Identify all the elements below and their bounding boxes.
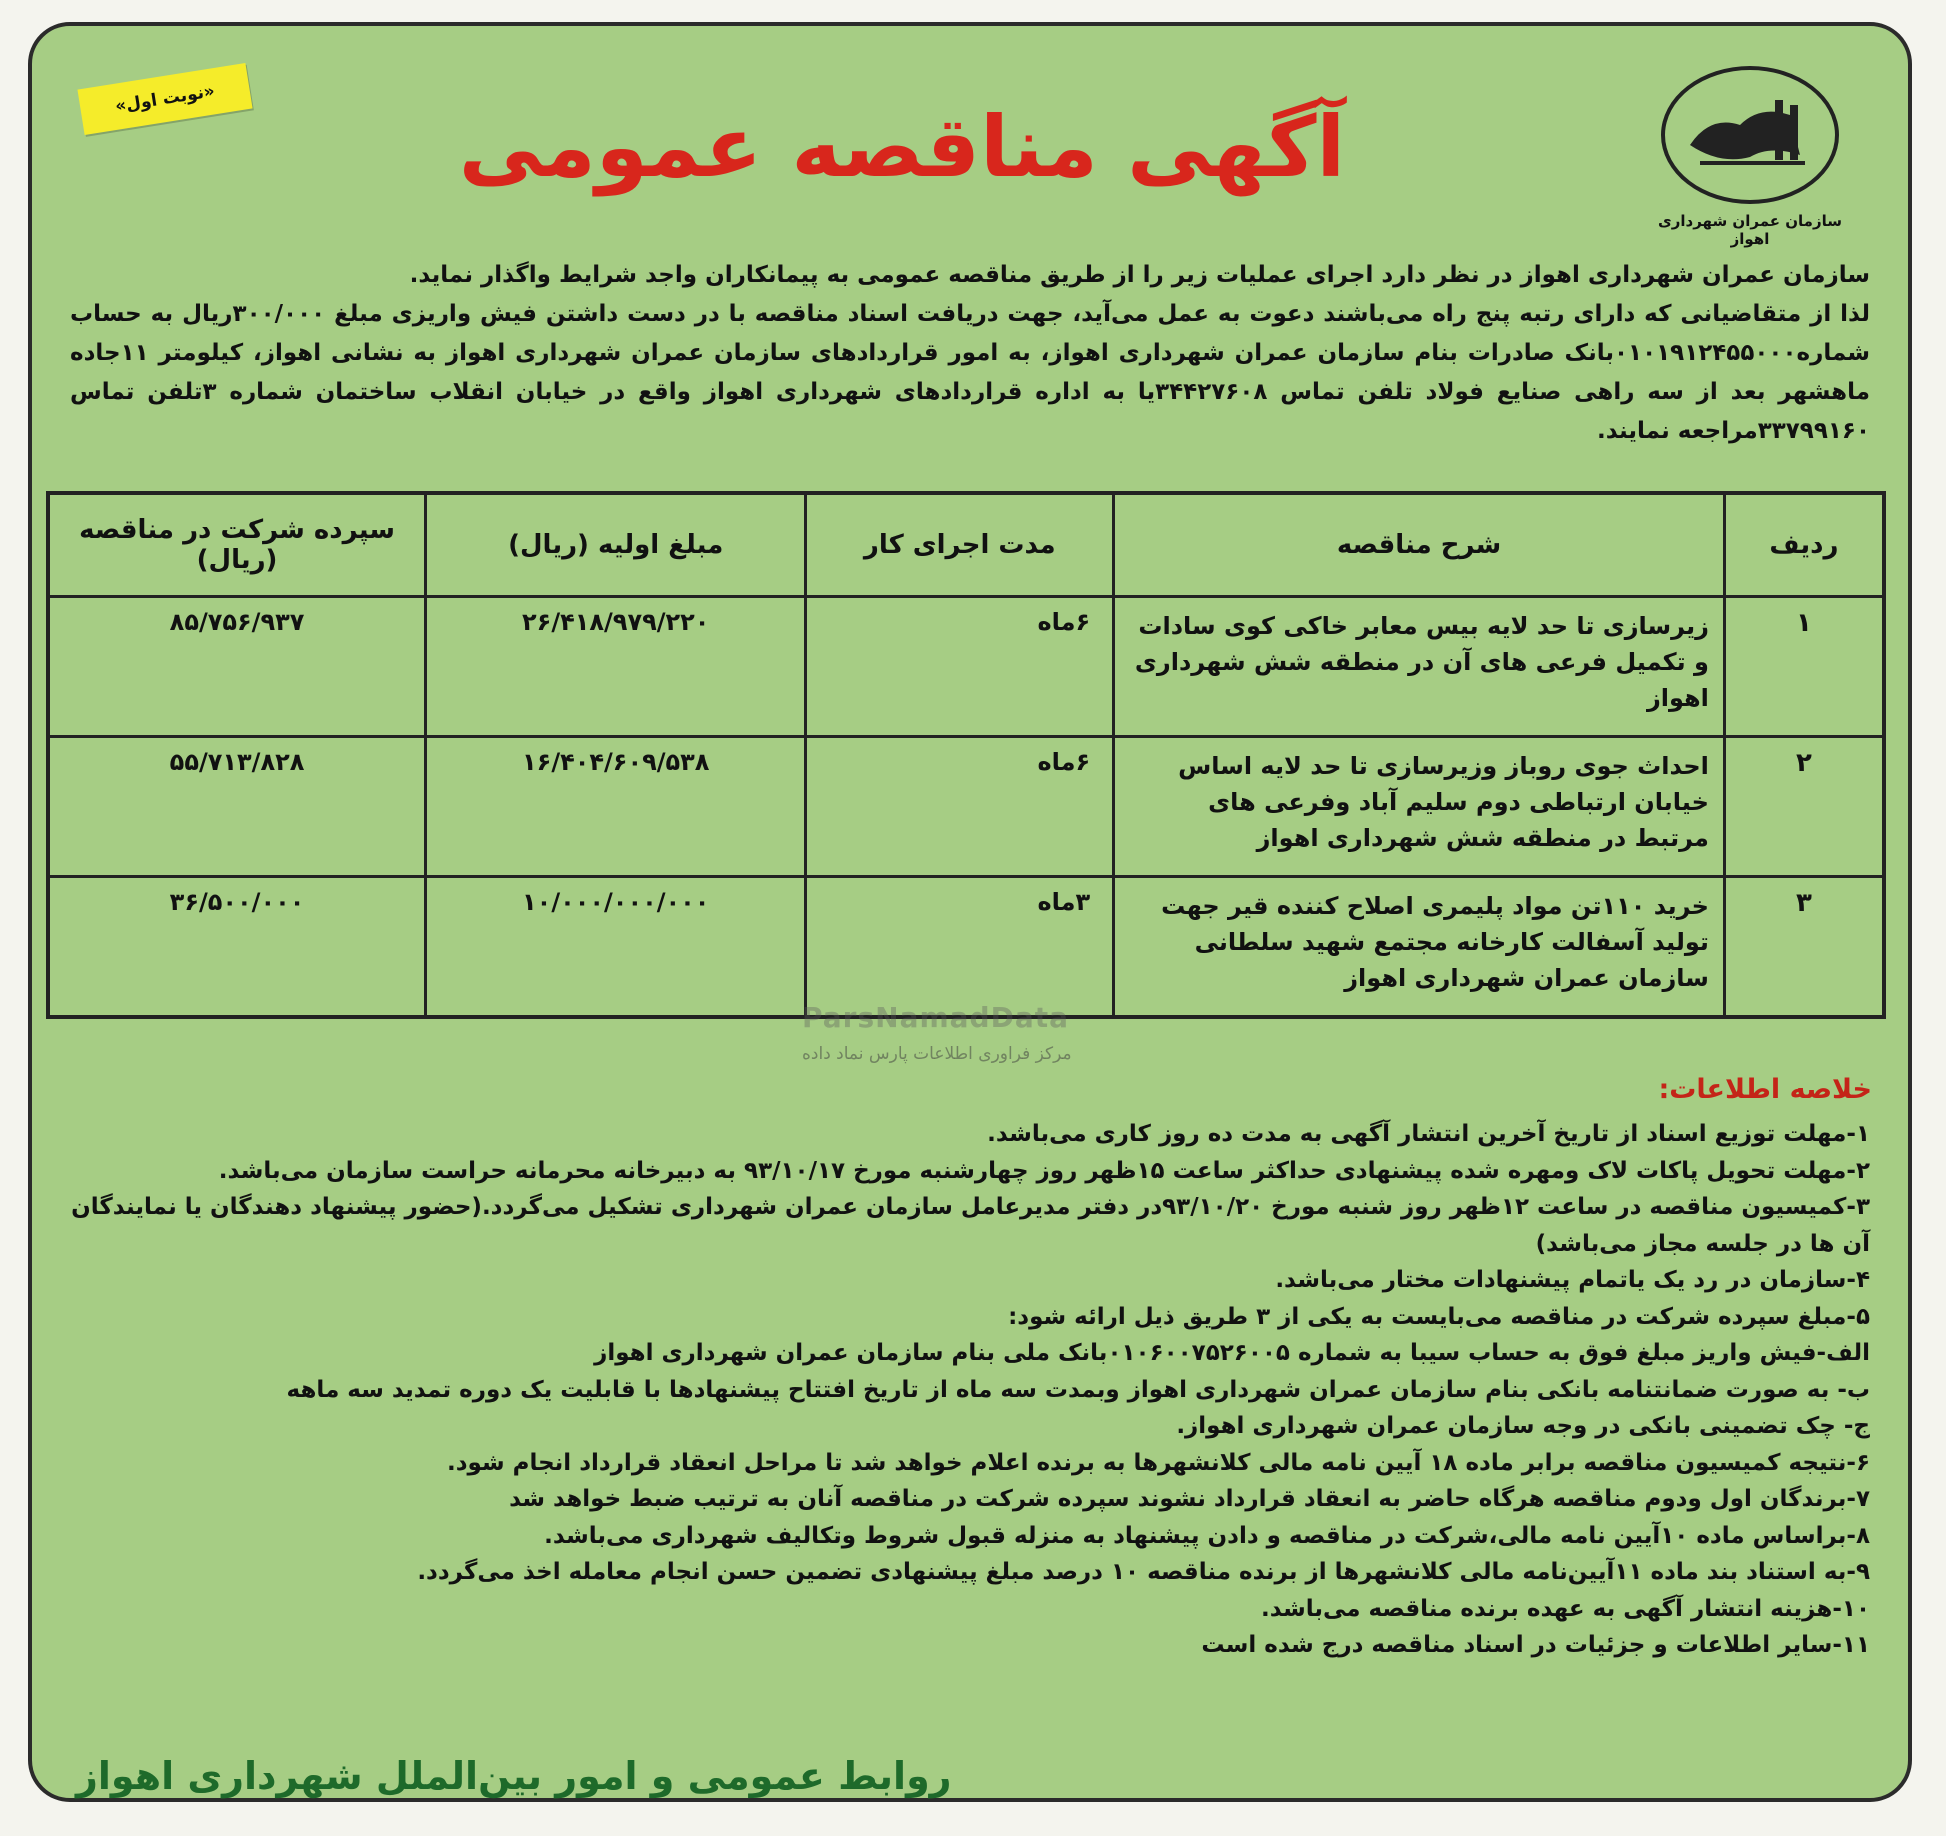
row-index: ۲	[1724, 737, 1884, 877]
summary-item: ۱۱-سایر اطلاعات و جزئیات در اسناد مناقصه درج شده است	[1201, 1632, 1870, 1658]
summary-item: ج- چک تضمینی بانکی در وجه سازمان عمران شهرداری اهواز.	[1176, 1413, 1870, 1439]
summary-item: ۱-مهلت توزیع اسناد از تاریخ آخرین انتشار آگهی به مدت ده روز کاری می‌باشد.	[987, 1121, 1870, 1147]
footer-signature: روابط عمومی و امور بین‌الملل شهرداری اهواز	[76, 1754, 952, 1798]
summary-item: ۶-نتیجه کمیسیون مناقصه برابر ماده ۱۸ آیین نامه مالی کلانشهرها به برنده اعلام خواهد شد تا مراحل انعقاد قرارداد انجام شود.	[447, 1449, 1870, 1476]
row-description: زیرسازی تا حد لایه بیس معابر خاکی کوی سادات و تکمیل فرعی های آن در منطقه شش شهرداری اهواز	[1114, 597, 1725, 737]
logo-emblem-icon	[1661, 66, 1839, 204]
table-header-row	[48, 493, 1884, 597]
row-description: خرید ۱۱۰تن مواد پلیمری اصلاح کننده قیر جهت تولید آسفالت کارخانه مجتمع شهید سلطانی سازمان عمران شهرداری اهواز	[1114, 877, 1725, 1017]
row-index: ۱	[1724, 597, 1884, 737]
organization-logo	[1650, 66, 1850, 248]
summary-item: ب- به صورت ضمانتنامه بانکی بنام سازمان عمران شهرداری اهواز وبمدت سه ماه از تاریخ افتتاح پیشنهادها با قابلیت یک دوره تمدید سه ماهه	[286, 1376, 1870, 1403]
row-initial-amount: ۱۶/۴۰۴/۶۰۹/۵۳۸	[426, 737, 806, 877]
row-initial-amount: ۱۰/۰۰۰/۰۰۰/۰۰۰	[426, 877, 806, 1017]
row-duration: ۶ماه	[806, 597, 1114, 737]
summary-item: ۸-براساس ماده ۱۰آیین نامه مالی،شرکت در مناقصه و دادن پیشنهاد به منزله قبول شروط وتکالیف شهرداری می‌باشد.	[544, 1522, 1870, 1549]
summary-item: ۹-به استناد بند ماده ۱۱آیین‌نامه مالی کلانشهرها از برنده مناقصه ۱۰ درصد مبلغ پیشنهادی تضمین حسن انجام معامله اخذ می‌گردد.	[417, 1559, 1870, 1585]
row-duration: ۶ماه	[806, 737, 1114, 877]
summary-item: ۳-کمیسیون مناقصه در ساعت ۱۲ظهر روز شنبه مورخ ۹۳/۱۰/۲۰در دفتر مدیرعامل سازمان عمران شهرداری تشکیل می‌گردد.(حضور پیشنهاد دهندگان یا نمایندگان آن ها در جلسه مجاز می‌باشد)	[71, 1194, 1870, 1257]
intro-text	[70, 256, 1870, 451]
header-description: شرح مناقصه	[1114, 493, 1725, 597]
table-row	[48, 737, 1884, 877]
watermark-brand: ParsNamadData	[802, 1001, 1069, 1034]
header-duration: مدت اجرای کار	[806, 493, 1114, 597]
summary-item: الف-فیش واریز مبلغ فوق به حساب سیبا به شماره ۰۱۰۶۰۰۷۵۲۶۰۰۵بانک ملی بنام سازمان عمران شهرداری اهواز	[594, 1340, 1870, 1366]
table-row	[48, 597, 1884, 737]
row-description: احداث جوی روباز وزیرسازی تا حد لایه اساس خیابان ارتباطی دوم سلیم آباد وفرعی های مرتبط در منطقه شش شهرداری اهواز	[1114, 737, 1725, 877]
summary-item: ۷-برندگان اول ودوم مناقصه هرگاه حاضر به انعقاد قرارداد نشوند سپرده شرکت در مناقصه آنان به ترتیب ضبط خواهد شد	[509, 1486, 1870, 1512]
row-index: ۳	[1724, 877, 1884, 1017]
row-deposit: ۸۵/۷۵۶/۹۳۷	[48, 597, 426, 737]
summary-item: ۱۰-هزینه انتشار آگهی به عهده برنده مناقصه می‌باشد.	[1261, 1595, 1870, 1622]
row-initial-amount: ۲۶/۴۱۸/۹۷۹/۲۲۰	[426, 597, 806, 737]
summary-item: ۲-مهلت تحویل پاکات لاک ومهره شده پیشنهادی حداکثر ساعت ۱۵ظهر روز چهارشنبه مورخ ۹۳/۱۰/۱۷ به دبیرخانه محرمانه حراست سازمان می‌باشد.	[218, 1157, 1870, 1184]
row-deposit: ۳۶/۵۰۰/۰۰۰	[48, 877, 426, 1017]
tender-notice	[28, 22, 1912, 1802]
intro-paragraph: سازمان عمران شهرداری اهواز در نظر دارد اجرای عملیات زیر را از طریق مناقصه عمومی به پیمانکاران واجد شرایط واگذار نماید.	[409, 262, 1870, 288]
table-row	[48, 877, 1884, 1017]
header-index: ردیف	[1724, 493, 1884, 597]
summary-list	[60, 1116, 1870, 1664]
header-deposit: سپرده شرکت در مناقصه (ریال)	[48, 493, 426, 597]
notice-title: آگهی مناقصه عمومی	[458, 98, 1346, 196]
summary-item: ۵-مبلغ سپرده شرکت در مناقصه می‌بایست به یکی از ۳ طریق ذیل ارائه شود:	[1008, 1303, 1870, 1330]
header-initial-amount: مبلغ اولیه (ریال)	[426, 493, 806, 597]
summary-heading: خلاصه اطلاعات:	[1658, 1074, 1872, 1105]
row-deposit: ۵۵/۷۱۳/۸۲۸	[48, 737, 426, 877]
publication-round-sticker: «نوبت اول»	[77, 63, 252, 135]
intro-paragraph: لذا از متقاضیانی که دارای رتبه پنج راه می‌باشند دعوت به عمل می‌آید، جهت دریافت اسناد مناقصه با در دست داشتن فیش واریزی مبلغ ۳۰۰/۰۰۰ریال به حساب شماره۰۱۰۱۹۱۲۴۵۵۰۰۰بانک صادرات بنام سازمان عمران شهرداری اهواز، به امور قراردادهای سازمان عمران شهرداری اهواز به نشانی اهواز، کیلومتر ۱۱جاده ماهشهر بعد از سه راهی صنایع فولاد تلفن تماس ۳۴۴۲۷۶۰۸یا به اداره قراردادهای شهرداری اهواز واقع در خیابان انقلاب ساختمان شماره ۳تلفن تماس ۳۳۷۹۹۱۶۰مراجعه نمایند.	[70, 301, 1870, 444]
watermark-subtitle: مرکز فراوری اطلاعات پارس نماد داده	[802, 1044, 1072, 1064]
row-duration: ۳ماه	[806, 877, 1114, 1017]
summary-item: ۴-سازمان در رد یک یاتمام پیشنهادات مختار می‌باشد.	[1275, 1267, 1870, 1293]
logo-caption: سازمان عمران شهرداری اهواز	[1658, 212, 1842, 248]
tender-table	[46, 491, 1886, 1019]
